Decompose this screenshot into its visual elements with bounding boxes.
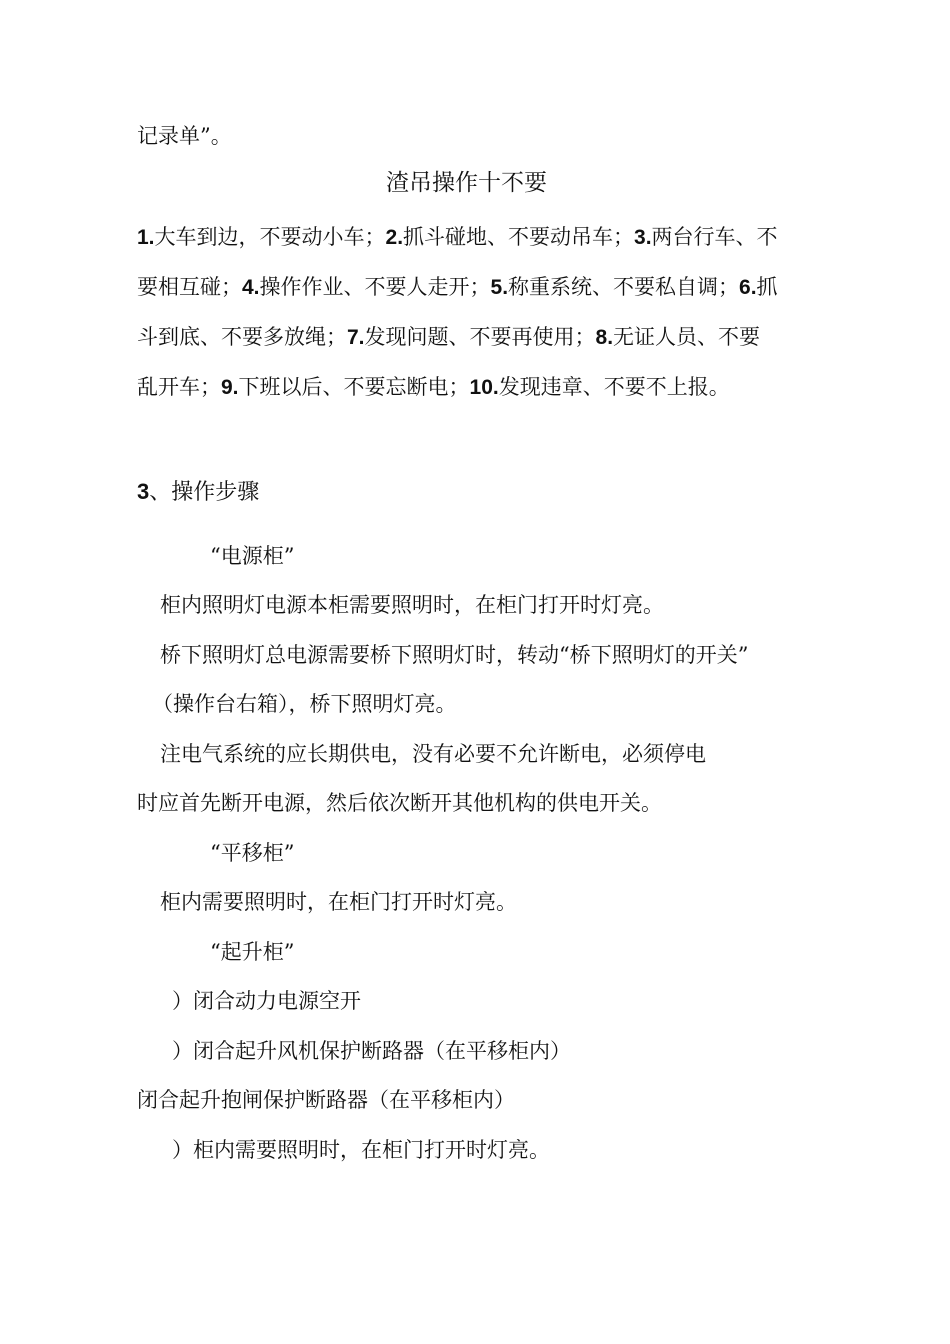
rule-number: 5. (490, 276, 509, 299)
body-line-2: 柜内照明灯电源本柜需要照明时，在柜门打开时灯亮。 (160, 593, 664, 617)
rule-text: 斗到底、不要多放绳； (137, 325, 347, 349)
rule-number: 3. (634, 226, 652, 249)
body-line-7: “平移柜” (210, 841, 295, 865)
rule-text: 下班以后、不要忘断电； (238, 375, 470, 399)
rule-number: 6. (739, 276, 757, 299)
body-line-8: 柜内需要照明时，在柜门打开时灯亮。 (160, 890, 517, 914)
body-line-12: 闭合起升抱闸保护断路器（在平移柜内） (137, 1088, 515, 1112)
rule-number: 8. (595, 326, 614, 349)
rule-number: 2. (385, 226, 404, 249)
body-line-11: ）闭合起升风机保护断路器（在平移柜内） (172, 1039, 571, 1063)
rules-line (137, 272, 778, 303)
rule-text: 发现问题、不要再使用； (364, 325, 596, 349)
rule-text: 抓斗碰地、不要动吊车； (403, 225, 635, 249)
body-line-4: （操作台右箱），桥下照明灯亮。 (152, 692, 457, 716)
rules-line (137, 372, 730, 403)
body-line-1: “电源柜” (210, 544, 295, 568)
body-line-13: ）柜内需要照明时，在柜门打开时灯亮。 (172, 1138, 550, 1162)
rule-text: 发现违章、不要不上报。 (498, 375, 730, 399)
rule-number: 1. (137, 226, 155, 249)
rule-number: 7. (347, 326, 365, 349)
rule-text: 抓 (756, 275, 778, 299)
rule-text: 乱开车； (137, 375, 221, 399)
rules-line (137, 222, 778, 253)
body-line-6: 时应首先断开电源，然后依次断开其他机构的供电开关。 (137, 791, 662, 815)
rule-text: 两台行车、不 (651, 225, 778, 249)
rule-text: 操作作业、不要人走开； (259, 275, 491, 299)
rule-text: 无证人员、不要 (613, 325, 761, 349)
rule-text: 称重系统、不要私自调； (508, 275, 740, 299)
body-line-5: 注电气系统的应长期供电，没有必要不允许断电，必须停电 (160, 742, 706, 766)
body-line-9: “起升柜” (210, 940, 295, 964)
section-heading (137, 477, 259, 508)
body-line-3: 桥下照明灯总电源需要桥下照明灯时，转动“桥下照明灯的开关” (160, 643, 749, 667)
body-line-10: ）闭合动力电源空开 (172, 989, 361, 1013)
intro-tail-text: 记录单”。 (137, 124, 232, 148)
rule-number: 4. (242, 276, 260, 299)
section-heading-number: 3 (137, 479, 150, 504)
rule-number: 9. (221, 376, 239, 399)
rule-text: 要相互碰； (137, 275, 242, 299)
rule-text: 大车到边，不要动小车； (154, 225, 386, 249)
rule-number: 10. (469, 376, 499, 399)
section-title: 渣吊操作十不要 (386, 170, 547, 196)
rules-line (137, 322, 760, 353)
section-heading-text: 、操作步骤 (149, 480, 260, 505)
